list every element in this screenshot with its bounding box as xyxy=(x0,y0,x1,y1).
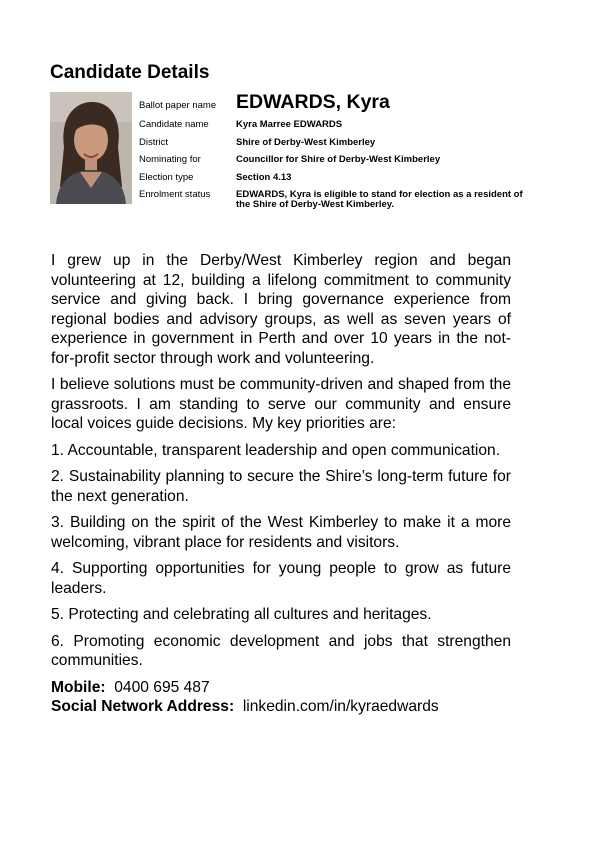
candidate-photo xyxy=(50,92,132,204)
ballot-paper-name: EDWARDS, Kyra xyxy=(236,91,390,113)
social-address: linkedin.com/in/kyraedwards xyxy=(242,698,439,715)
detail-value: EDWARDS, Kyra is eligible to stand for election as a resident of the Shire of Derby-West Kimberley. xyxy=(236,189,523,210)
detail-value: Kyra Marree EDWARDS xyxy=(236,119,343,130)
detail-row-election-type xyxy=(139,172,534,190)
detail-label: Election type xyxy=(139,171,194,183)
detail-value: Shire of Derby-West Kimberley xyxy=(236,136,376,148)
detail-value: Section 4.13 xyxy=(236,171,292,183)
priority-item: 2. Sustainability planning to secure the Shire’s long-term future for the next generation. xyxy=(51,468,511,505)
detail-label: District xyxy=(139,136,169,148)
social-label: Social Network Address: xyxy=(51,698,235,715)
priority-item: 4. Supporting opportunities for young people to grow as future leaders. xyxy=(51,560,511,597)
detail-value: Councillor for Shire of Derby-West Kimberley xyxy=(236,154,441,165)
priority-item: 6. Promoting economic development and jobs that strengthen communities. xyxy=(51,632,511,669)
candidate-portrait-image xyxy=(50,92,132,204)
page-title: Candidate Details xyxy=(50,62,210,83)
detail-label: Enrolment status xyxy=(139,189,211,200)
detail-label: Candidate name xyxy=(139,119,209,130)
priority-item: 3. Building on the spirit of the West Kimberley to make it a more welcoming, vibrant place for residents and visitors. xyxy=(51,514,511,551)
contact-mobile xyxy=(51,678,511,698)
detail-row-enrolment-status xyxy=(139,189,534,210)
candidate-statement xyxy=(51,251,511,717)
detail-label: Ballot paper name xyxy=(139,100,217,111)
detail-label: Nominating for xyxy=(139,154,201,165)
priority-item: 5. Protecting and celebrating all cultures and heritages. xyxy=(51,606,432,623)
priority-item: 1. Accountable, transparent leadership and open communication. xyxy=(51,441,501,459)
statement-paragraph: I grew up in the Derby/West Kimberley region and began volunteering at 12, building a lifelong commitment to community service and giving back. I bring governance experience from regional bodies and advisory groups, as well as seven years of experience in government in Perth and over 10 years in the not-for-profit sector through work and volunteering. xyxy=(51,252,511,367)
statement-paragraph: I believe solutions must be community-driven and shaped from the grassroots. I am standing to serve our community and ensure local voices guide decisions. My key priorities are: xyxy=(51,376,511,432)
candidate-details-table xyxy=(139,92,534,210)
detail-row-ballot-name xyxy=(139,92,534,119)
detail-row-candidate-name xyxy=(139,119,534,137)
mobile-label: Mobile: xyxy=(51,678,106,696)
mobile-number: 0400 695 487 xyxy=(114,678,210,696)
contact-social xyxy=(51,697,511,717)
detail-row-district xyxy=(139,137,534,155)
detail-row-nominating-for xyxy=(139,154,534,172)
